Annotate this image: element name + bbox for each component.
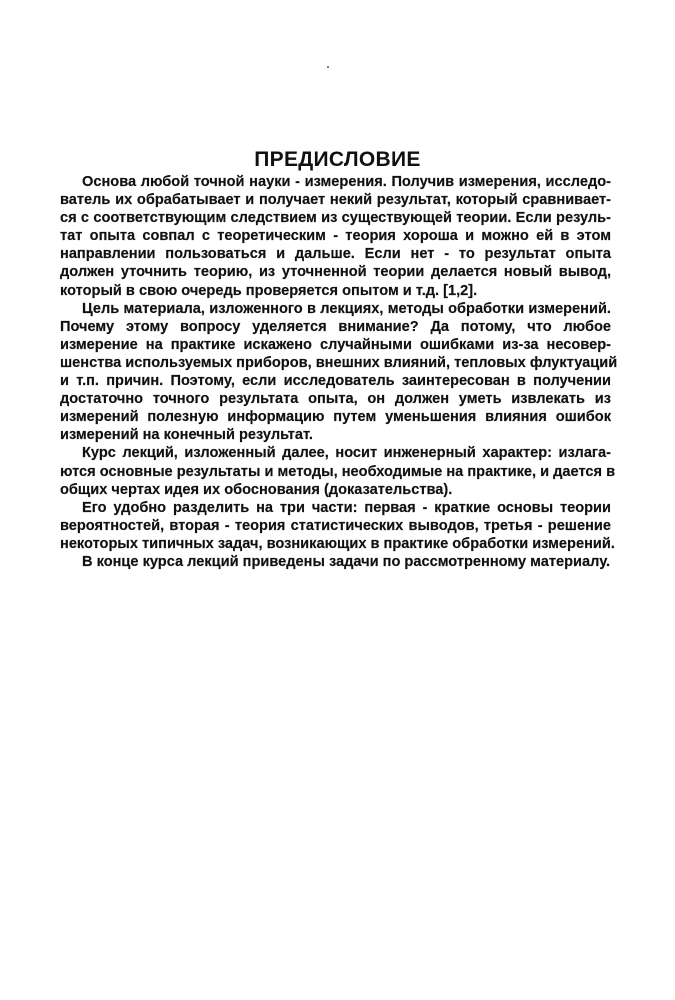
text-line: тат опыта совпал с теоретическим - теория хороша и можно ей в этом bbox=[60, 228, 611, 245]
text-line: Курс лекций, изложенный далее, носит инженерный характер: излага- bbox=[82, 445, 611, 462]
paragraph bbox=[60, 173, 611, 300]
page-title: ПРЕДИСЛОВИЕ bbox=[254, 148, 421, 172]
text-line: Основа любой точной науки - измерения. Получив измерения, исследо- bbox=[82, 174, 611, 190]
text-line: ются основные результаты и методы, необходимые на практике, и дается в bbox=[60, 463, 616, 480]
text-line: В конце курса лекций приведены задачи по рассмотренному материалу. bbox=[82, 553, 611, 570]
text-line: и т.п. причин. Поэтому, если исследователь заинтересован в получении bbox=[60, 373, 611, 390]
paragraph bbox=[60, 499, 615, 553]
text-line: ватель их обрабатывает и получает некий результат, который сравнивает- bbox=[60, 192, 611, 209]
text-line: Цель материала, изложенного в лекциях, методы обработки измерений. bbox=[82, 300, 611, 317]
text-line: должен уточнить теорию, из уточненной теории делается новый вывод, bbox=[60, 264, 611, 281]
text-line: ся с соответствующим следствием из существующей теории. Если резуль- bbox=[60, 210, 611, 227]
preface-body bbox=[60, 173, 618, 571]
text-line: Почему этому вопросу уделяется внимание? Да потому, что любое bbox=[60, 318, 611, 335]
paragraph bbox=[60, 553, 611, 571]
text-line: вероятностей, вторая - теория статистических выводов, третья - решение bbox=[60, 517, 611, 534]
scan-speck bbox=[327, 66, 329, 68]
paragraph bbox=[60, 444, 616, 498]
text-line: достаточно точного результата опыта, он должен уметь извлекать из bbox=[60, 391, 611, 408]
text-line: измерений полезную информацию путем уменьшения влияния ошибок bbox=[60, 409, 611, 426]
text-line: измерение на практике искажено случайными ошибками из-за несовер- bbox=[60, 336, 611, 353]
text-line: Его удобно разделить на три части: первая - краткие основы теории bbox=[82, 499, 611, 516]
text-line: шенства используемых приборов, внешних влияний, тепловых флуктуаций bbox=[60, 354, 618, 371]
paragraph bbox=[60, 300, 618, 445]
text-line: который в свою очередь проверяется опытом и т.д. [1,2]. bbox=[60, 282, 478, 299]
text-line: некоторых типичных задач, возникающих в практике обработки измерений. bbox=[60, 535, 615, 552]
text-line: общих чертах идея их обоснования (доказательства). bbox=[60, 481, 453, 498]
text-line: направлении пользоваться и дальше. Если нет - то результат опыта bbox=[60, 246, 611, 263]
text-line: измерений на конечный результат. bbox=[60, 427, 313, 444]
